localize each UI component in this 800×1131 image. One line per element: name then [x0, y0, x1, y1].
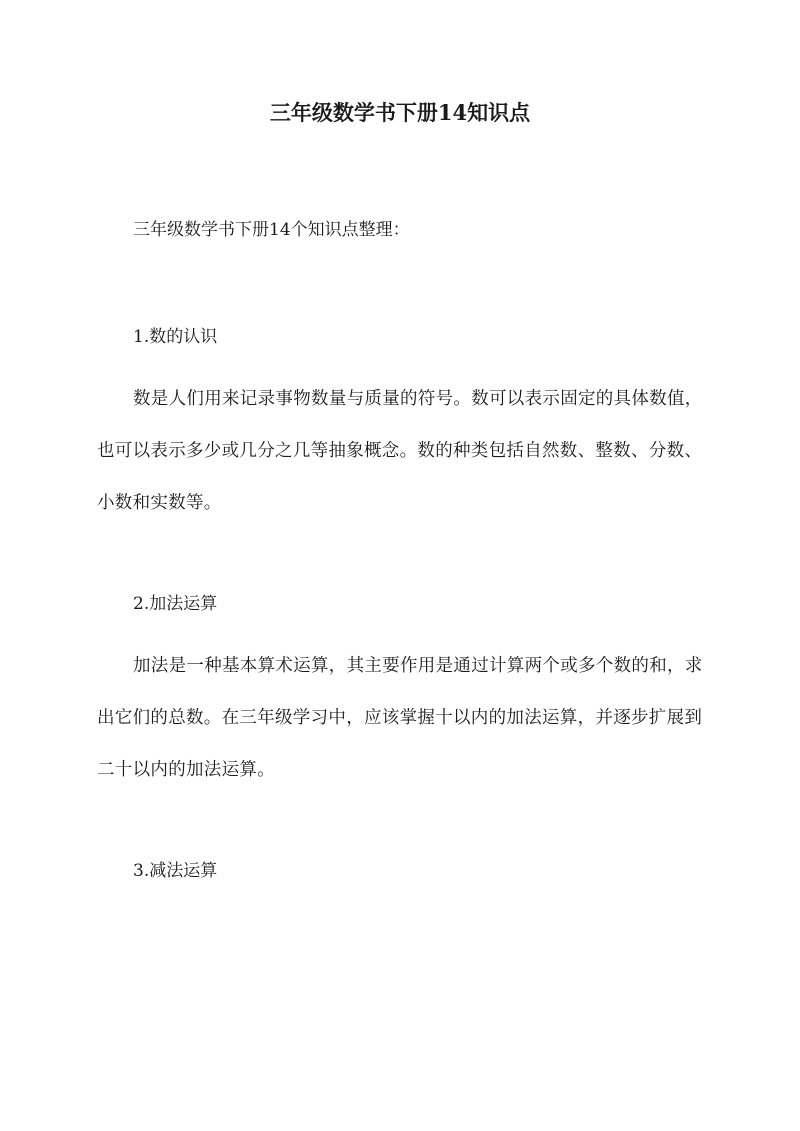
section-heading-subtraction: 3.减法运算: [133, 861, 218, 881]
document-title: 三年级数学书下册14知识点: [269, 100, 531, 125]
section-body-number-recognition: 数是人们用来记录事物数量与质量的符号。数可以表示固定的具体数值，也可以表示多少或几分之几等抽象概念。数的种类包括自然数、整数、分数、小数和实数等。: [97, 389, 703, 513]
intro-text: 三年级数学书下册14个知识点整理：: [133, 220, 410, 240]
section-heading-number-recognition: 1.数的认识: [133, 327, 218, 347]
section-body-addition: 加法是一种基本算术运算，其主要作用是通过计算两个或多个数的和，求出它们的总数。在三年级学习中，应该掌握十以内的加法运算，并逐步扩展到二十以内的加法运算。: [97, 656, 703, 780]
section-heading-addition: 2.加法运算: [133, 594, 218, 614]
